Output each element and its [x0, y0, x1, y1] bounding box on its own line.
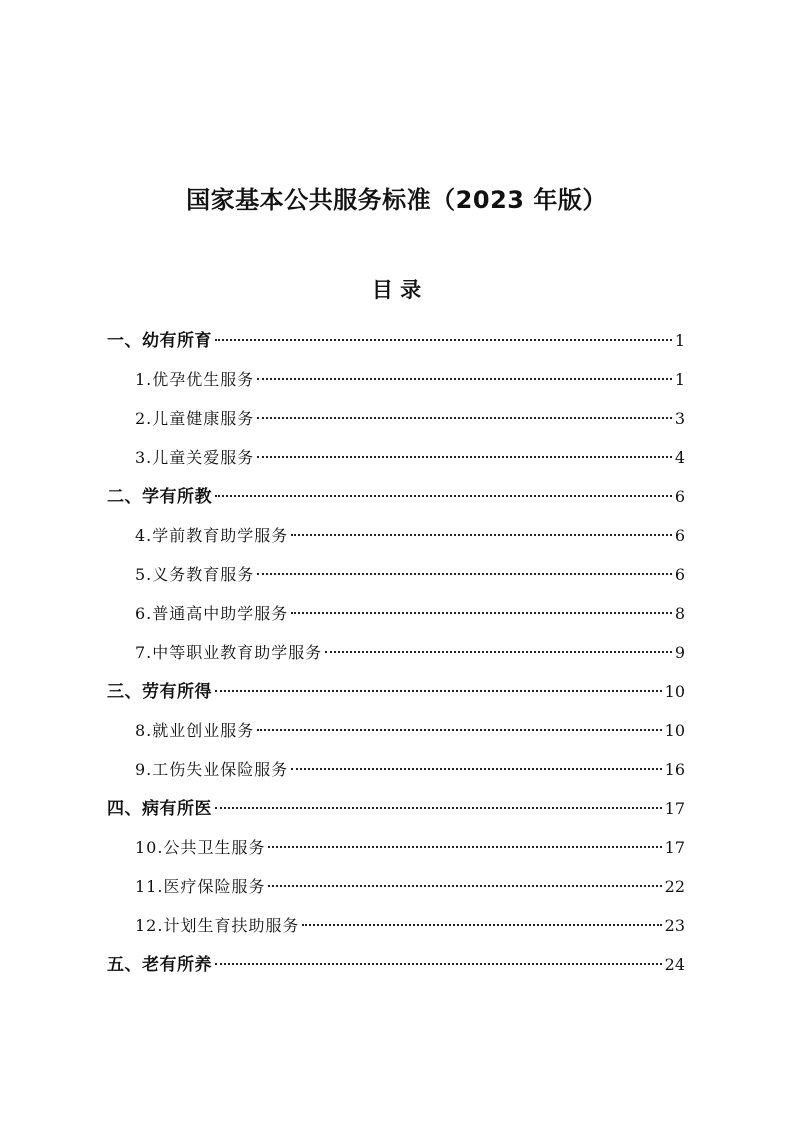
- toc-entry-label: 3.儿童关爱服务: [135, 448, 255, 467]
- toc-entry-label: 四、病有所医: [107, 799, 212, 819]
- toc-entry-page-number: 10: [664, 682, 685, 701]
- toc-entry-page-number: 3: [674, 409, 685, 428]
- toc-dot-leader: [257, 573, 672, 575]
- toc-entry-label: 4.学前教育助学服务: [135, 526, 289, 545]
- document-title: 国家基本公共服务标准（2023 年版）: [186, 186, 607, 214]
- toc-entry-page-number: 23: [664, 916, 685, 935]
- toc-entry-label: 五、老有所养: [107, 955, 212, 975]
- toc-entry-label: 6.普通高中助学服务: [135, 604, 289, 623]
- toc-entry-page-number: 16: [664, 760, 685, 779]
- toc-entry-label: 5.义务教育服务: [135, 565, 255, 584]
- toc-subsection-entry[interactable]: [107, 750, 685, 789]
- toc-dot-leader: [325, 651, 672, 653]
- toc-subsection-entry[interactable]: [107, 711, 685, 750]
- toc-dot-leader: [291, 612, 672, 614]
- toc-subsection-entry[interactable]: [107, 867, 685, 906]
- toc-subsection-entry[interactable]: [107, 360, 685, 399]
- toc-subsection-entry[interactable]: [107, 594, 685, 633]
- toc-section-entry[interactable]: [107, 477, 685, 516]
- toc-dot-leader: [268, 846, 661, 848]
- toc-dot-leader: [215, 963, 662, 965]
- toc-dot-leader: [215, 495, 672, 497]
- toc-entry-label: 1.优孕优生服务: [135, 370, 255, 389]
- toc-dot-leader: [257, 729, 661, 731]
- toc-dot-leader: [291, 768, 661, 770]
- toc-subsection-entry[interactable]: [107, 828, 685, 867]
- toc-entry-label: 11.医疗保险服务: [135, 877, 266, 896]
- toc-dot-leader: [257, 378, 672, 380]
- toc-dot-leader: [215, 690, 662, 692]
- toc-entry-page-number: 24: [664, 955, 685, 974]
- toc-dot-leader: [215, 807, 662, 809]
- toc-entry-page-number: 8: [674, 604, 685, 623]
- toc-entry-page-number: 6: [674, 487, 685, 506]
- toc-subsection-entry[interactable]: [107, 633, 685, 672]
- toc-entry-label: 2.儿童健康服务: [135, 409, 255, 428]
- toc-dot-leader: [268, 885, 661, 887]
- toc-dot-leader: [291, 534, 672, 536]
- toc-section-entry[interactable]: [107, 945, 685, 984]
- toc-entry-page-number: 1: [674, 370, 685, 389]
- toc-entry-page-number: 17: [664, 799, 685, 818]
- toc-subsection-entry[interactable]: [107, 399, 685, 438]
- toc-entry-page-number: 17: [664, 838, 685, 857]
- toc-entry-page-number: 6: [674, 526, 685, 545]
- toc-dot-leader: [257, 417, 672, 419]
- toc-dot-leader: [302, 924, 661, 926]
- toc-dot-leader: [215, 339, 672, 341]
- toc-heading: 目 录: [371, 278, 422, 302]
- toc-entry-label: 10.公共卫生服务: [135, 838, 266, 857]
- toc-entry-label: 一、幼有所育: [107, 331, 212, 351]
- toc-entry-label: 9.工伤失业保险服务: [135, 760, 289, 779]
- toc-dot-leader: [257, 456, 672, 458]
- toc-entry-page-number: 1: [674, 331, 685, 350]
- table-of-contents: [107, 321, 685, 984]
- toc-section-entry[interactable]: [107, 321, 685, 360]
- toc-entry-page-number: 22: [664, 877, 685, 896]
- toc-entry-label: 12.计划生育扶助服务: [135, 916, 300, 935]
- toc-entry-label: 7.中等职业教育助学服务: [135, 643, 323, 662]
- toc-entry-page-number: 6: [674, 565, 685, 584]
- toc-subsection-entry[interactable]: [107, 438, 685, 477]
- toc-subsection-entry[interactable]: [107, 516, 685, 555]
- toc-subsection-entry[interactable]: [107, 906, 685, 945]
- toc-entry-label: 8.就业创业服务: [135, 721, 255, 740]
- toc-section-entry[interactable]: [107, 672, 685, 711]
- toc-entry-label: 二、学有所教: [107, 487, 212, 507]
- toc-entry-page-number: 4: [674, 448, 685, 467]
- toc-entry-label: 三、劳有所得: [107, 682, 212, 702]
- toc-entry-page-number: 10: [664, 721, 685, 740]
- toc-entry-page-number: 9: [674, 643, 685, 662]
- toc-subsection-entry[interactable]: [107, 555, 685, 594]
- toc-section-entry[interactable]: [107, 789, 685, 828]
